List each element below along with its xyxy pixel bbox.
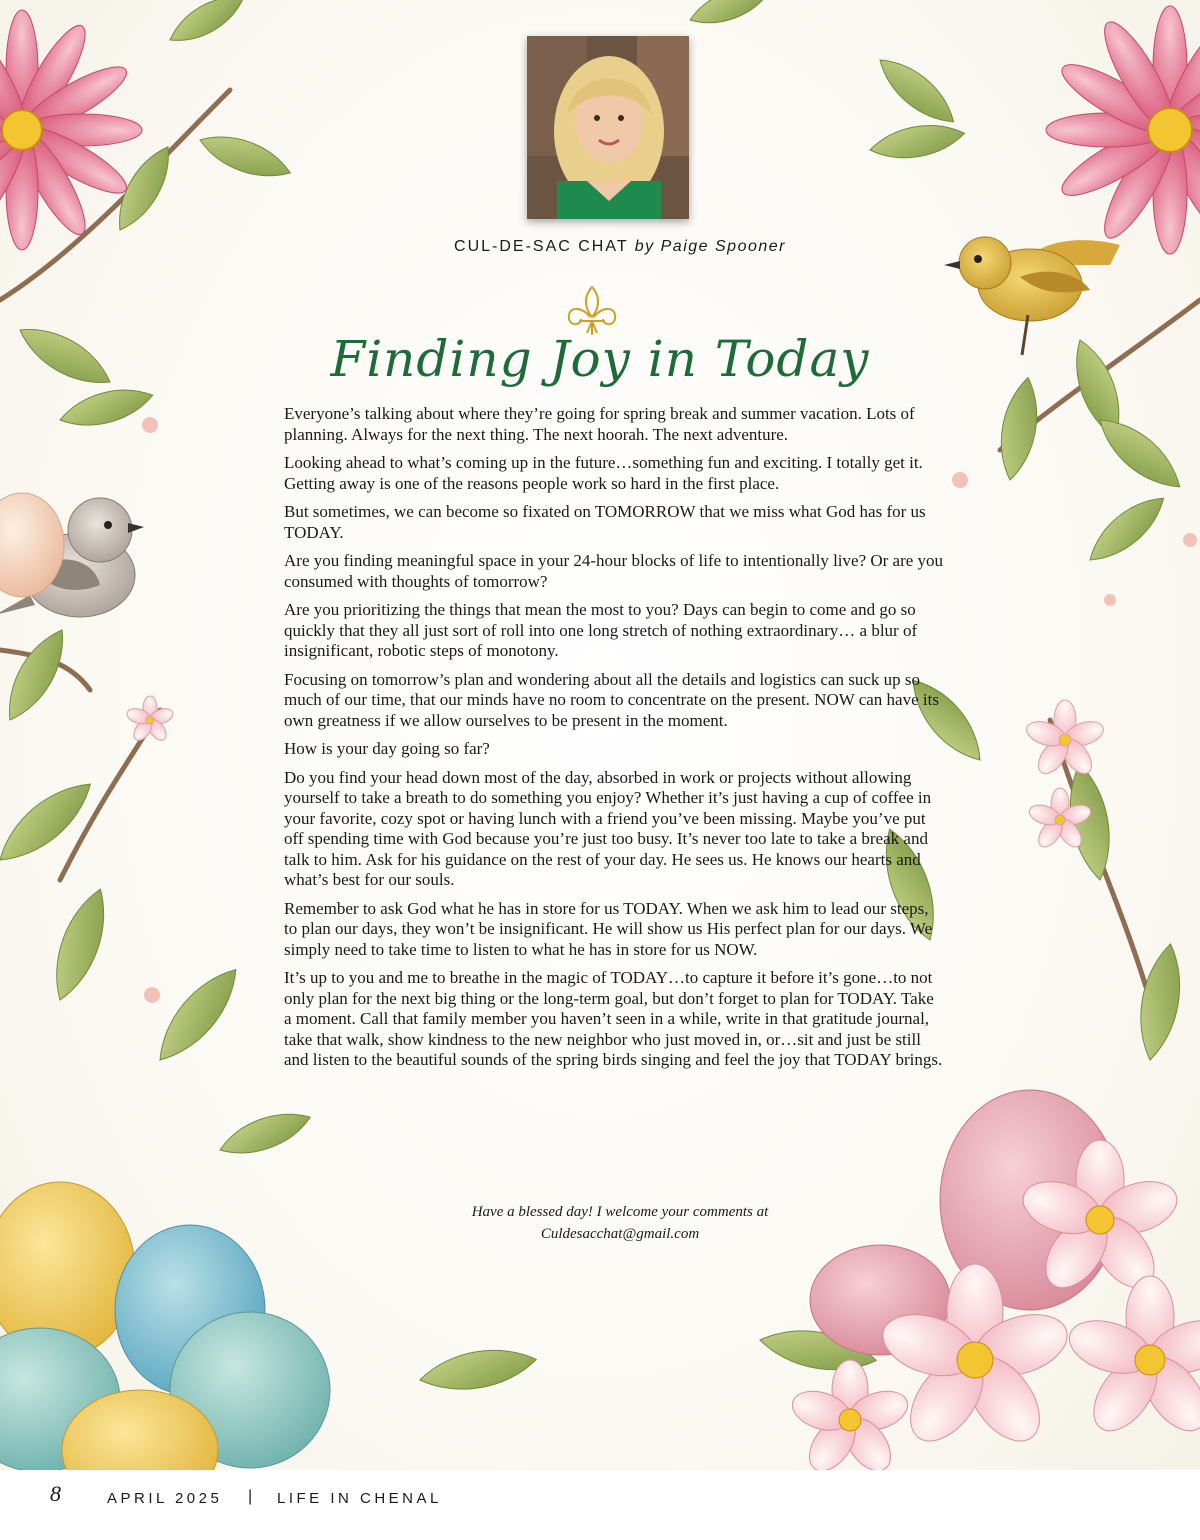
- article-paragraph: Looking ahead to what’s coming up in the future…something fun and exciting. I totally get it. Getting away is one of the reasons people work so hard in the first place.: [284, 453, 923, 493]
- signoff-email-link[interactable]: Culdesacchat@gmail.com: [540, 1226, 700, 1242]
- article-paragraph: Focusing on tomorrow’s plan and wondering about all the details and logistics can suck up so much of our time, that our minds have no room to concentrate on the present. NOW can have its own greatness if we allow ourselves to be present in the moment.: [284, 669, 939, 730]
- article-paragraph: But sometimes, we can become so fixated on TOMORROW that we miss what God has for us TODAY.: [284, 502, 926, 542]
- article-paragraph: Everyone’s talking about where they’re going for spring break and summer vacation. Lots of planning. Always for the next thing. The next hoorah. The next adventure.: [284, 404, 915, 444]
- article-paragraph: Do you find your head down most of the day, absorbed in work or projects without allowing yourself to take a breath to do something you enjoy? Whether it’s just having a cup of coffee in your favorite, cozy spot or having lunch with a friend you’ve been missing. Maybe you’ve put off spending time with God because you’re just too busy. It’s never too late to take a break and talk to him. Ask for his guidance on the rest of your day. He sees us. He knows our hearts and what’s best for our souls.: [284, 767, 932, 889]
- column-name: CUL-DE-SAC CHAT: [454, 238, 629, 255]
- article-paragraph: Remember to ask God what he has in store for us TODAY. When we ask him to lead our steps, to plan our days, they won’t be insignificant. He will show us His perfect plan for our days. We simply need to take time to listen to what he has in store for us NOW.: [284, 898, 933, 959]
- article-paragraph: Are you prioritizing the things that mean the most to you? Days can begin to come and go so quickly that they all just sort of roll into one long stretch of nothing extraordinary… a blur of insignificant, robotic steps of monotony.: [284, 600, 918, 660]
- article-body: [284, 404, 944, 1079]
- column-kicker: [380, 238, 860, 256]
- signoff-text: Have a blessed day! I welcome your comments at: [471, 1204, 769, 1220]
- magazine-name: LIFE IN CHENAL: [277, 1490, 442, 1507]
- footer-separator: |: [248, 1488, 253, 1505]
- page-number: 8: [50, 1481, 61, 1506]
- article-signoff: [430, 1201, 810, 1245]
- article-paragraph: Are you finding meaningful space in your 24-hour blocks of life to intentionally live? Or are you consumed with thoughts of tomorrow?: [284, 551, 944, 591]
- byline: by Paige Spooner: [634, 238, 786, 255]
- article-paragraph: It’s up to you and me to breathe in the magic of TODAY…to capture it before it’s gone…to not only plan for the next big thing or the long-term goal, but don’t forget to plan for TODAY. Take a moment. Call that family member you haven’t seen in a while, write in that gratitude journal, take that walk, show kindness to the new neighbor who just moved in, or…sit and just be still and listen to the beautiful sounds of the spring birds singing and feel the joy that TODAY brings.: [284, 968, 943, 1069]
- article-paragraph: How is your day going so far?: [284, 739, 490, 758]
- author-photo: [527, 36, 689, 219]
- issue-date: APRIL 2025: [107, 1490, 223, 1507]
- article-title: Finding Joy in Today: [330, 330, 870, 388]
